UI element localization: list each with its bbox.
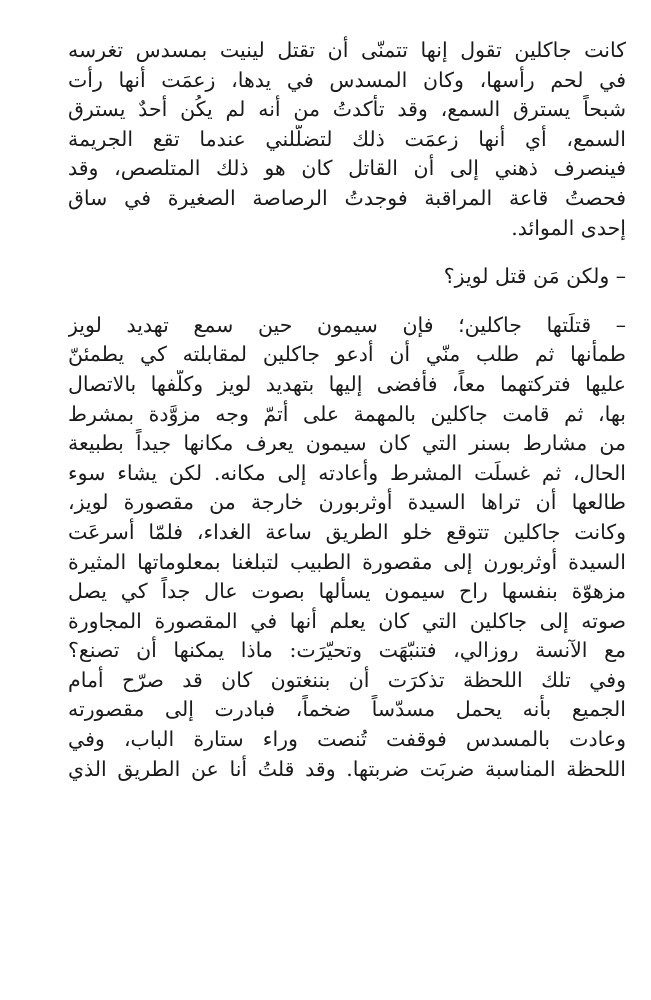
text-line: صوته إلى جاكلين التي كان يعلم أنها في المقصورة المجاورة: [68, 608, 626, 633]
text-line: وفي تلك اللحظة تذكرَت أن بننغتون كان قد صرّح أمام: [68, 667, 626, 692]
text-line: بها، ثم قامت جاكلين بالمهمة على أتمّ وجه مزوَّدة بمشرط: [68, 401, 626, 426]
text-line: عليها فتركتهما معاً، فأفضى إليها بتهديد لويز وكلّفها بالاتصال: [68, 371, 626, 396]
text-line: اللحظة المناسبة ضربَت ضربتها. وقد قلتُ أنا عن الطريق الذي: [68, 756, 626, 781]
text-line: وكانت جاكلين تتوقع خلو الطريق ساعة الغداء، فلمّا أسرعَت: [68, 519, 626, 544]
text-line: فحصتُ قاعة المراقبة فوجدتُ الرصاصة الصغيرة في ساق: [68, 185, 626, 210]
paragraph-spacer: [68, 243, 626, 262]
text-line: في لحم رأسها، وكان المسدس في يدها، زعمَت أنها رأت: [68, 67, 626, 92]
text-line: السمع، أي أنها زعمَت ذلك لتضلّلني عندما تقع الجريمة: [68, 126, 626, 151]
text-line: شبحاً يسترق السمع، وقد تأكدتُ من أنه لم يكُن أحدٌ يسترق: [68, 97, 626, 122]
text-line: وعادت بالمسدس فوقفت تُنصت وراء ستارة الباب، وفي: [68, 727, 626, 752]
paragraph-3: [68, 311, 626, 785]
text-line: الحال، ثم غسلَت المشرط وأعادته إلى مكانه. لكن يشاء سوء: [68, 460, 626, 485]
text-line: طالعها أن تراها السيدة أوثربورن خارجة من مقصورة لويز،: [68, 490, 626, 515]
text-line: فينصرف ذهني إلى أن القاتل كان هو ذلك المتلصص، وقد: [68, 156, 626, 181]
text-line: إحدى الموائد.: [511, 215, 626, 240]
paragraph-2-dialogue: [68, 262, 626, 292]
book-page: [68, 36, 626, 784]
text-line: مع الآنسة روزالي، فتنبّهَت وتحيّرَت: ماذا يمكنها أن تصنع؟: [68, 638, 626, 663]
dialogue-line: – ولكن مَن قتل لويز؟: [443, 264, 626, 289]
text-line: طمأنها ثم طلب منّي أن أدعو جاكلين لمقابلته كي يطمئنّ: [68, 342, 626, 367]
dialogue-line: – قتلَتها جاكلين؛ فإن سيمون حين سمع تهديد لويز: [68, 312, 626, 337]
text-line: من مشارط بسنر التي كان سيمون يعرف مكانها جيداً بطبيعة: [68, 431, 626, 456]
paragraph-1: [68, 36, 626, 243]
paragraph-spacer: [68, 292, 626, 311]
text-line: مزهوّة بنفسها راح سيمون يسألها بصوت عال جداً كي يصل: [68, 579, 626, 604]
text-line: الجميع بأنه يحمل مسدّساً ضخماً، فبادرت إلى مقصورته: [68, 697, 626, 722]
text-line: كانت جاكلين تقول إنها تتمنّى أن تقتل لينيت بمسدس تغرسه: [68, 38, 626, 62]
text-line: السيدة أوثربورن إلى مقصورة الطبيب لتبلغنا بمعلوماتها المثيرة: [68, 549, 626, 574]
